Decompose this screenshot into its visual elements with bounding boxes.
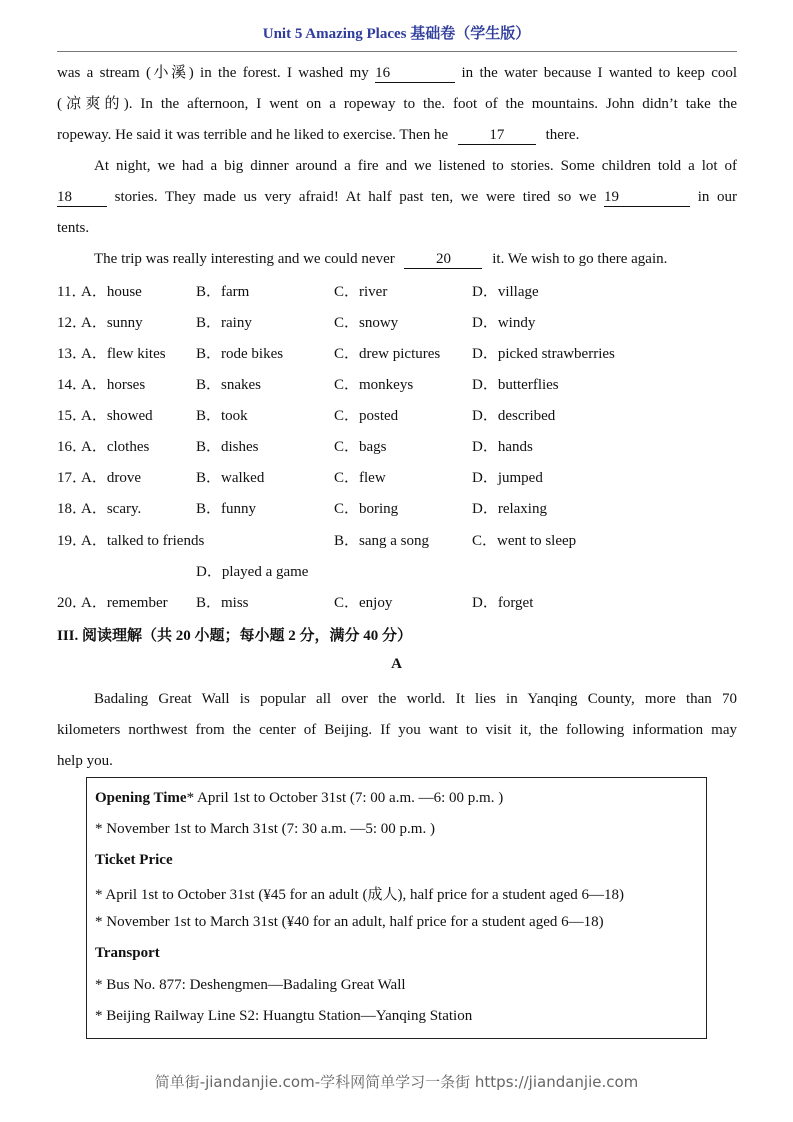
passage-line-2: (凉爽的). In the afternoon, I went on a ropeway to the. foot of the mountains. John didn’t take the <box>57 96 737 112</box>
passage-line-7: The trip was really interesting and we could never 20 it. We wish to go there again. <box>94 251 668 267</box>
page-header-title: Unit 5 Amazing Places 基础卷（学生版） <box>262 26 531 42</box>
part-label: A <box>391 656 402 672</box>
blank-19: 19 <box>604 188 690 207</box>
opening-time-line: Opening Time* April 1st to October 31st (7: 00 a.m. —6: 00 p.m. ) <box>95 790 504 806</box>
passage-line-3: ropeway. He said it was terrible and he liked to exercise. Then he 17 there. <box>57 127 580 143</box>
opening-time-label: Opening Time <box>95 790 187 806</box>
transport-label: Transport <box>95 945 160 961</box>
passage-line-6: tents. <box>57 220 90 236</box>
reading-intro-line-3: help you. <box>57 753 113 769</box>
blank-16: 16 <box>375 64 455 83</box>
blank-17: 17 <box>458 126 536 145</box>
ticket-price-summer: * April 1st to October 31st (¥45 for an adult (成人), half price for a student aged 6—18) <box>95 887 625 903</box>
reading-intro-line-1: Badaling Great Wall is popular all over the world. It lies in Yanqing County, more than 70 <box>94 691 737 707</box>
opening-time-winter: * November 1st to March 31st (7: 30 a.m. —5: 00 p.m. ) <box>95 821 435 837</box>
ticket-price-winter: * November 1st to March 31st (¥40 for an adult, half price for a student aged 6—18) <box>95 914 604 930</box>
passage-line-4: At night, we had a big dinner around a fire and we listened to stories. Some children told a lot of <box>94 158 737 174</box>
reading-intro-line-2: kilometers northwest from the center of Beijing. If you want to visit it, the following information may <box>57 722 737 738</box>
section-title: III. 阅读理解（共 20 小题；每小题 2 分，满分 40 分） <box>57 628 413 644</box>
blank-18: 18 <box>57 188 107 207</box>
header-divider <box>57 51 737 52</box>
ticket-price-label: Ticket Price <box>95 852 173 868</box>
transport-railway: * Beijing Railway Line S2: Huangtu Station—Yanqing Station <box>95 1008 473 1024</box>
transport-bus: * Bus No. 877: Deshengmen—Badaling Great Wall <box>95 977 406 993</box>
passage-line-5: 18 stories. They made us very afraid! At half past ten, we were tired so we 19 in our <box>57 189 738 205</box>
blank-20: 20 <box>404 250 482 269</box>
passage-line-1: was a stream (小溪) in the forest. I washed my 16 in the water because I wanted to keep cool <box>57 65 738 81</box>
info-box <box>86 777 707 1039</box>
footer-watermark: 简单街-jiandanjie.com-学科网简单学习一条街 https://jiandanjie.com <box>154 1073 639 1091</box>
